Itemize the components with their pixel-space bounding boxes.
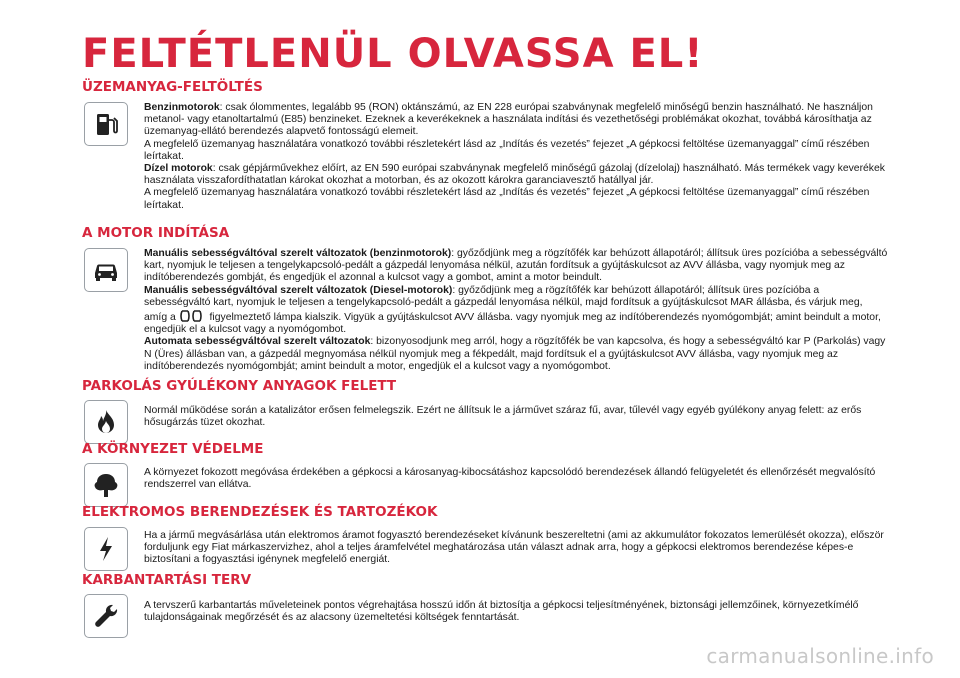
- maintenance-text: [144, 600, 888, 624]
- engine-start-icon-box: [84, 248, 128, 292]
- engine-paragraph-diesel: Manuális sebességváltóval szerelt változatok (Diesel-motorok): győződjünk meg a rögzítőfék kar behúzott állapotáról; állítsuk üres pozícióba a sebességváltó kart, nyomjuk le teljesen a tengelykapcsoló-pedált a gázpedál lenyomása nélkül, majd fordítsuk a gyújtáskulcsot MAR állásba, és várjuk meg, amíg a figyelmeztető lámpa kialszik. Vigyük a gyújtáskulcsot AVV állásba. vagy nyomjuk meg az indítóberendezés nyomógombját; amint beindult a motor, engedjük el a kulcsot vagy a nyomógombot.: [144, 284, 881, 336]
- environment-icon-box: [84, 463, 128, 507]
- watermark: carmanualsonline.info: [706, 644, 934, 668]
- fuel-pump-icon: [91, 109, 121, 139]
- wrench-icon: [91, 601, 121, 631]
- engine-start-text: [144, 248, 888, 373]
- electrical-text: [144, 530, 888, 567]
- section-heading-engine-start: A MOTOR INDÍTÁSA: [82, 225, 230, 241]
- section-heading-electrical: ELEKTROMOS BERENDEZÉSEK ÉS TARTOZÉKOK: [82, 504, 438, 520]
- parking-text: [144, 405, 888, 429]
- page-title: FELTÉTLENÜL OLVASSA EL!: [82, 31, 704, 77]
- fuel-paragraph-ref-2: A megfelelő üzemanyag használatára vonatkozó további részletekért lásd az „Indítás és vezetés” fejezet „A gépkocsi feltöltése üzemanyaggal” című részében leírtakat.: [144, 187, 870, 211]
- fuel-paragraph-ref-1: A megfelelő üzemanyag használatára vonatkozó további részletekért lásd az „Indítás és vezetés” fejezet „A gépkocsi feltöltése üzemanyaggal” című részében leírtakat.: [144, 138, 870, 162]
- engine-paragraph-automatic: Automata sebességváltóval szerelt változatok: bizonyosodjunk meg arról, hogy a rögzítőfék be van kapcsolva, és hogy a sebességváltó kar P (Parkolás) vagy N (Üres) állásban van, a gázpedál megnyomása nélkül nyomjuk meg a fékpedált, majd fordítsuk el a gyújtáskulcsot AVV állásba, vagy nyomjuk meg az indítóberendezés nyomógombját; amint beindult a motor, engedjük el a kulcsot vagy a nyomógombot.: [144, 336, 886, 372]
- electrical-paragraph: Ha a jármű megvásárlása után elektromos áramot fogyasztó berendezéseket kívánunk beszereltetni (ami az akkumulátor fokozatos lemerülését okozza), először forduljunk egy Fiat márkaszervizhez, ahol a teljes áramfelvétel meghatározása után választ adnak arra, hogy a gépkocsi elektromos berendezése képes-e biztosítani a fogyasztási igénynek megfelelő energiát.: [144, 530, 884, 566]
- section-heading-fuel: ÜZEMANYAG-FELTÖLTÉS: [82, 79, 263, 95]
- section-heading-maintenance: KARBANTARTÁSI TERV: [82, 572, 252, 588]
- environment-paragraph: A környezet fokozott megóvása érdekében a gépkocsi a károsanyag-kibocsátáshoz kapcsolódó berendezések állandó felügyeletét és ellenőrzését megvalósító rendszerrel van ellátva.: [144, 467, 876, 491]
- engine-paragraph-petrol: Manuális sebességváltóval szerelt változatok (benzinmotorok): győződjünk meg a rögzítőfék kar behúzott állapotáról; állítsuk üres pozícióba a sebességváltó kart, nyomjuk le teljesen a tengelykapcsoló-pedált a gázpedál lenyomása nélkül, azután fordítsuk a gyújtáskulcsot az AVV állásba, vagy nyomjuk meg az indítóberendezés gombját, és engedjük el azonnal a kulcsot vagy a gombot, amint a motor beindult.: [144, 248, 888, 284]
- environment-text: [144, 467, 888, 491]
- parking-paragraph: Normál működése során a katalizátor erősen felmelegszik. Ezért ne állítsuk le a járművet száraz fű, avar, tűlevél vagy egyéb gyúlékony anyag felett: az erős hősugárzás tüzet okozhat.: [144, 405, 862, 429]
- electrical-icon-box: [84, 527, 128, 571]
- fuel-paragraph-diesel: Dízel motorok: csak gépjárművekhez előírt, az EN 590 európai szabványnak megfelelő minőségű gázolaj (dízelolaj) használható. Más termékek vagy keverékek használata visszafordíthatatlan károkat okozhat a motorban, és az okozott károkra garanciavesztő hatállyal jár.: [144, 163, 885, 187]
- maintenance-icon-box: [84, 594, 128, 638]
- fire-icon: [91, 407, 121, 437]
- fuel-paragraph-petrol: Benzinmotorok: csak ólommentes, legalább 95 (RON) oktánszámú, az EN 228 európai szabványnak megfelelő minőségű benzin használható. Ne használjon metanol- vagy etanoltartalmú (E85) benzineket. Ezeknek a keverékeknek a használata indítási és vezethetőségi problémákat okozhat, továbbá károsíthatja az üzemanyag-ellátó berendezés alapvető fontosságú elemeit.: [144, 102, 873, 138]
- maintenance-paragraph: A tervszerű karbantartás műveleteinek pontos végrehajtása hosszú időn át biztosítja a gépkocsi teljesítményének, biztonsági jellemzőinek, környezetkímélő tulajdonságainak megőrzését és az alacsony üzemeltetési költségek fenntartását.: [144, 600, 859, 624]
- fuel-text: [144, 102, 888, 212]
- fuel-icon-box: [84, 102, 128, 146]
- lightning-icon: [91, 534, 121, 564]
- car-icon: [91, 255, 121, 285]
- tree-icon: [91, 470, 121, 500]
- parking-icon-box: [84, 400, 128, 444]
- section-heading-environment: A KÖRNYEZET VÉDELME: [82, 441, 264, 457]
- section-heading-parking: PARKOLÁS GYÚLÉKONY ANYAGOK FELETT: [82, 378, 397, 394]
- glow-plug-warning-icon: [179, 309, 207, 323]
